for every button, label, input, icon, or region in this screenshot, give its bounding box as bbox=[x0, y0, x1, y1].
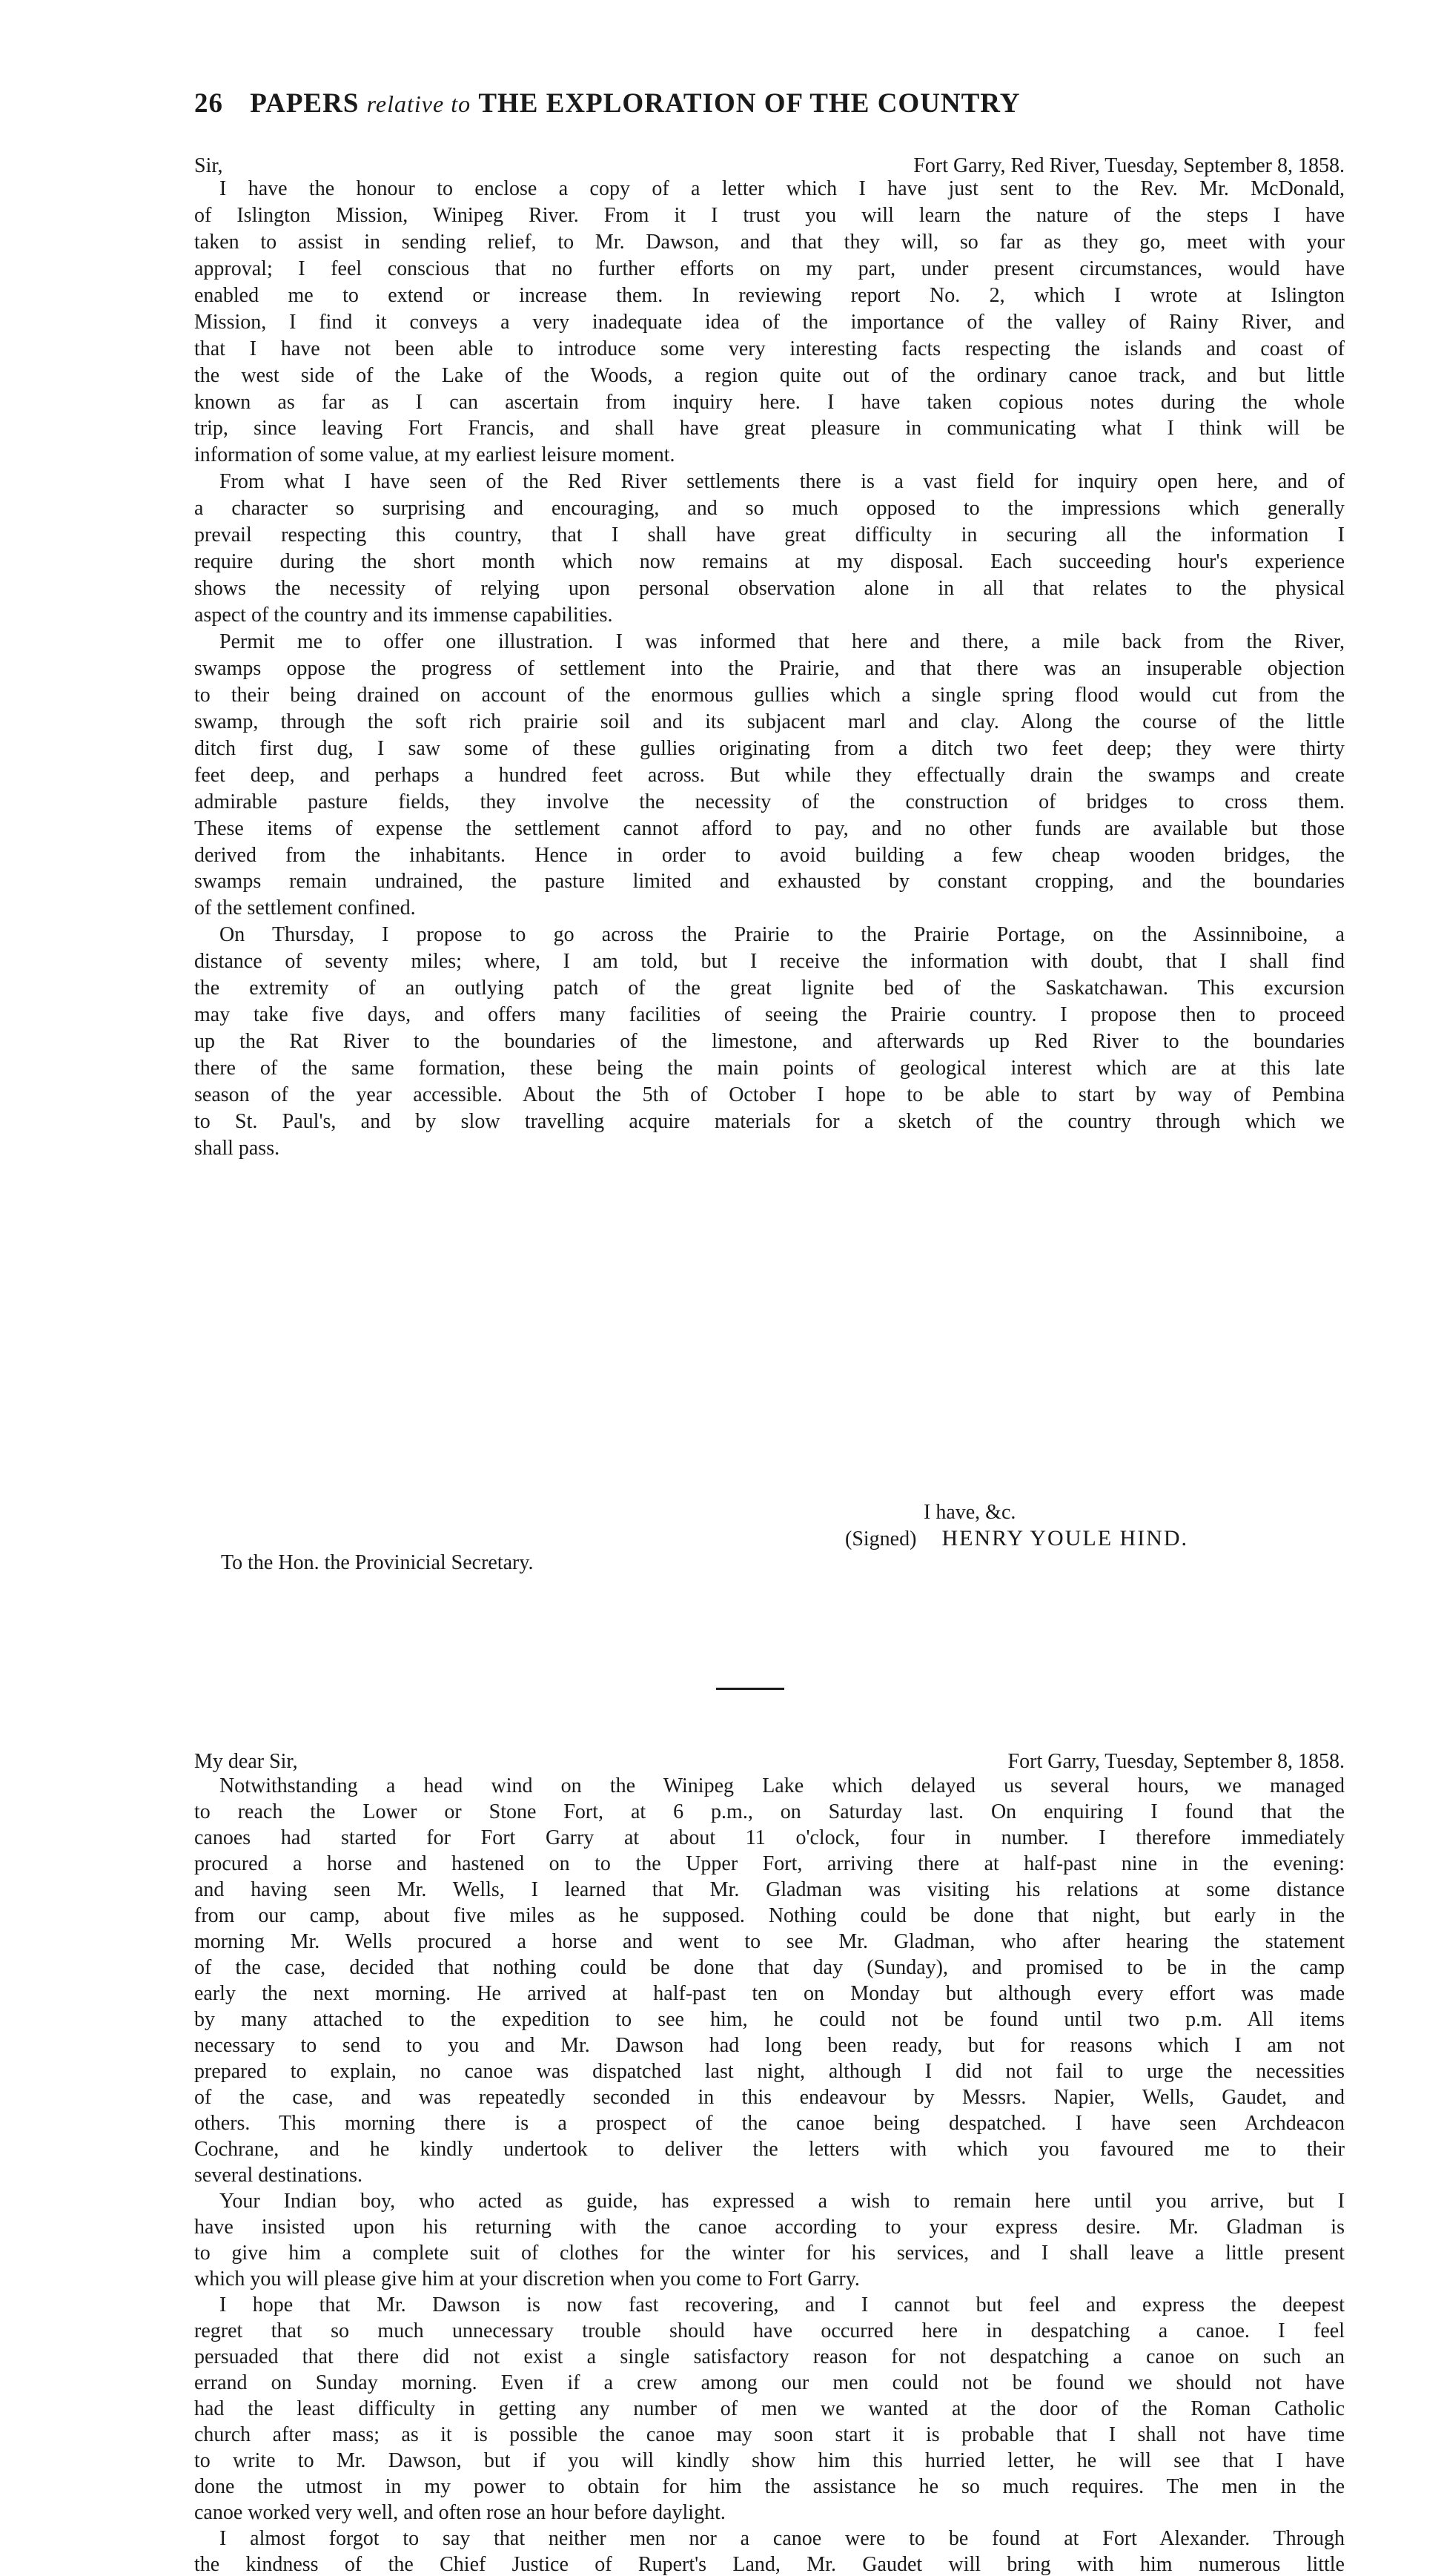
text-line: shall pass. bbox=[194, 1136, 280, 1160]
text-line: procured a horse and hastened on to the Upper Fort, arriving there at half-past nine in the evening: bbox=[194, 1853, 1345, 1875]
text-line: others. This morning there is a prospect of the canoe being despatched. I have seen Archdeacon bbox=[194, 2113, 1345, 2135]
text-line: On Thursday, I propose to go across the Prairie to the Prairie Portage, on the Assinniboine, a bbox=[219, 924, 1345, 947]
text-line: information of some value, at my earliest leisure moment. bbox=[194, 443, 675, 467]
text-line: known as far as I can ascertain from inquiry here. I have taken copious notes during the whole bbox=[194, 391, 1345, 414]
text-line: canoe worked very well, and often rose an hour before daylight. bbox=[194, 2501, 726, 2524]
text-line: to St. Paul's, and by slow travelling acquire materials for a sketch of the country through which we bbox=[194, 1110, 1345, 1133]
text-line: I almost forgot to say that neither men nor a canoe were to be found at Fort Alexander. Through bbox=[219, 2528, 1345, 2550]
letter1-date: Fort Garry, Red River, Tuesday, September 8, 1858. bbox=[913, 154, 1345, 177]
letter1-salutation: Sir, bbox=[194, 154, 223, 177]
text-line: swamps remain undrained, the pasture limited and exhausted by constant cropping, and the boundaries bbox=[194, 871, 1345, 894]
text-line: of the settlement confined. bbox=[194, 896, 416, 920]
text-line: by many attached to the expedition to see him, he could not be found until two p.m. All items bbox=[194, 2009, 1345, 2031]
text-line: errand on Sunday morning. Even if a crew among our men could not be found we should not have bbox=[194, 2372, 1345, 2394]
text-line: the kindness of the Chief Justice of Rupert's Land, Mr. Gaudet will bring with him numerous little bbox=[194, 2554, 1345, 2576]
text-line: persuaded that there did not exist a single satisfactory reason for not despatching a canoe on such an bbox=[194, 2346, 1345, 2368]
text-line: approval; I feel conscious that no further efforts on my part, under present circumstances, would have bbox=[194, 257, 1345, 280]
text-line: had the least difficulty in getting any number of men we wanted at the door of the Roman Catholic bbox=[194, 2398, 1345, 2420]
header-title-part1: PAPERS bbox=[250, 88, 360, 119]
text-line: I have the honour to enclose a copy of a letter which I have just sent to the Rev. Mr. McDonald, bbox=[219, 178, 1345, 200]
letter1-dateline bbox=[194, 154, 1345, 179]
text-line: have insisted upon his returning with the canoe according to your express desire. Mr. Gladman is bbox=[194, 2216, 1345, 2239]
text-line: there of the same formation, these being the main points of geological interest which are at this late bbox=[194, 1057, 1345, 1080]
header-title-part2: THE EXPLORATION OF THE COUNTRY bbox=[478, 88, 1021, 119]
text-line: which you will please give him at your discretion when you come to Fort Garry. bbox=[194, 2268, 860, 2291]
text-line: the west side of the Lake of the Woods, a region quite out of the ordinary canoe track, and but little bbox=[194, 364, 1345, 387]
text-line: prevail respecting this country, that I shall have great difficulty in securing all the information I bbox=[194, 524, 1345, 547]
page-number: 26 bbox=[194, 88, 223, 119]
letter1-addressee: To the Hon. the Provinicial Secretary. bbox=[221, 1551, 534, 1574]
text-line: morning Mr. Wells procured a horse and went to see Mr. Gladman, who after hearing the statement bbox=[194, 1931, 1345, 1953]
text-line: to reach the Lower or Stone Fort, at 6 p.m., on Saturday last. On enquiring I found that the bbox=[194, 1801, 1345, 1823]
signed-label: (Signed) bbox=[845, 1528, 917, 1550]
text-line: derived from the inhabitants. Hence in order to avoid building a few cheap wooden bridges, the bbox=[194, 844, 1345, 867]
text-line: season of the year accessible. About the 5th of October I hope to be able to start by way of Pembina bbox=[194, 1083, 1345, 1106]
text-line: canoes had started for Fort Garry at about 11 o'clock, four in number. I therefore immediately bbox=[194, 1827, 1345, 1849]
letter1-signature-block bbox=[845, 1526, 1188, 1551]
text-line: may take five days, and offers many facilities of seeing the Prairie country. I propose then to proceed bbox=[194, 1004, 1345, 1027]
text-line: up the Rat River to the boundaries of the limestone, and afterwards up Red River to the boundaries bbox=[194, 1031, 1345, 1054]
text-line: swamp, through the soft rich prairie soil and its subjacent marl and clay. Along the course of the little bbox=[194, 710, 1345, 733]
signature-name: HENRY YOULE HIND. bbox=[941, 1526, 1189, 1550]
letter2-dateline bbox=[194, 1750, 1345, 1775]
text-line: to write to Mr. Dawson, but if you will kindly show him this hurried letter, he will see that I have bbox=[194, 2450, 1345, 2472]
text-line: and having seen Mr. Wells, I learned that Mr. Gladman was visiting his relations at some distance bbox=[194, 1879, 1345, 1901]
text-line: shows the necessity of relying upon personal observation alone in all that relates to the physical bbox=[194, 578, 1345, 601]
section-divider bbox=[716, 1688, 784, 1690]
letter1-closing: I have, &c. bbox=[924, 1501, 1016, 1524]
text-line: Your Indian boy, who acted as guide, has expressed a wish to remain here until you arrive, but I bbox=[219, 2190, 1345, 2213]
text-line: trip, since leaving Fort Francis, and shall have great pleasure in communicating what I think will be bbox=[194, 417, 1345, 440]
text-line: done the utmost in my power to obtain for him the assistance he so much requires. The men in the bbox=[194, 2476, 1345, 2498]
text-line: a character so surprising and encouraging, and so much opposed to the impressions which generally bbox=[194, 498, 1345, 521]
text-line: of the case, decided that nothing could be done that day (Sunday), and promised to be in the camp bbox=[194, 1957, 1345, 1979]
text-line: aspect of the country and its immense capabilities. bbox=[194, 604, 613, 627]
letter2-date: Fort Garry, Tuesday, September 8, 1858. bbox=[1007, 1750, 1345, 1773]
text-line: Mission, I find it conveys a very inadequate idea of the importance of the valley of Rainy River, and bbox=[194, 311, 1345, 334]
text-line: Permit me to offer one illustration. I was informed that here and there, a mile back from the River, bbox=[219, 630, 1345, 653]
text-line: of Islington Mission, Winipeg River. From it I trust you will learn the nature of the steps I have bbox=[194, 204, 1345, 227]
text-line: Notwithstanding a head wind on the Winipeg Lake which delayed us several hours, we managed bbox=[219, 1775, 1345, 1797]
text-line: church after mass; as it is possible the canoe may soon start it is probable that I shall not have time bbox=[194, 2424, 1345, 2446]
header-title-relative: relative to bbox=[366, 90, 471, 117]
letter2-salutation: My dear Sir, bbox=[194, 1750, 298, 1773]
text-line: swamps oppose the progress of settlement into the Prairie, and that there was an insuperable objection bbox=[194, 657, 1345, 680]
text-line: feet deep, and perhaps a hundred feet across. But while they effectually drain the swamps and create bbox=[194, 764, 1345, 787]
text-line: early the next morning. He arrived at half-past ten on Monday but although every effort was made bbox=[194, 1983, 1345, 2005]
text-line: admirable pasture fields, they involve the necessity of the construction of bridges to cross them. bbox=[194, 790, 1345, 813]
text-line: necessary to send to you and Mr. Dawson had long been ready, but for reasons which I am not bbox=[194, 2035, 1345, 2057]
text-line: to their being drained on account of the enormous gullies which a single spring flood would cut from the bbox=[194, 684, 1345, 707]
text-line: from our camp, about five miles as he supposed. Nothing could be done that night, but early in the bbox=[194, 1905, 1345, 1927]
text-line: of the case, and was repeatedly seconded in this endeavour by Messrs. Napier, Wells, Gaudet, and bbox=[194, 2087, 1345, 2109]
running-header bbox=[194, 87, 1262, 132]
text-line: These items of expense the settlement cannot afford to pay, and no other funds are available but those bbox=[194, 817, 1345, 840]
text-line: enabled me to extend or increase them. In reviewing report No. 2, which I wrote at Islington bbox=[194, 284, 1345, 307]
text-line: distance of seventy miles; where, I am told, but I receive the information with doubt, that I shall find bbox=[194, 951, 1345, 974]
text-line: require during the short month which now remains at my disposal. Each succeeding hour's experience bbox=[194, 551, 1345, 574]
text-line: taken to assist in sending relief, to Mr. Dawson, and that they will, so far as they go, meet with your bbox=[194, 231, 1345, 254]
text-line: to give him a complete suit of clothes for the winter for his services, and I shall leave a little present bbox=[194, 2242, 1345, 2265]
text-line: I hope that Mr. Dawson is now fast recovering, and I cannot but feel and express the deepest bbox=[219, 2294, 1345, 2316]
text-line: several destinations. bbox=[194, 2164, 363, 2187]
text-line: the extremity of an outlying patch of the great lignite bed of the Saskatchawan. This excursion bbox=[194, 977, 1345, 1000]
text-line: that I have not been able to introduce some very interesting facts respecting the islands and coast of bbox=[194, 337, 1345, 360]
text-line: regret that so much unnecessary trouble should have occurred here in despatching a canoe. I feel bbox=[194, 2320, 1345, 2342]
text-line: Cochrane, and he kindly undertook to deliver the letters with which you favoured me to their bbox=[194, 2139, 1345, 2161]
text-line: prepared to explain, no canoe was dispatched last night, although I did not fail to urge the necessities bbox=[194, 2061, 1345, 2083]
text-line: ditch first dug, I saw some of these gullies originating from a ditch two feet deep; they were thirty bbox=[194, 737, 1345, 760]
text-line: From what I have seen of the Red River settlements there is a vast field for inquiry open here, and of bbox=[219, 471, 1345, 494]
